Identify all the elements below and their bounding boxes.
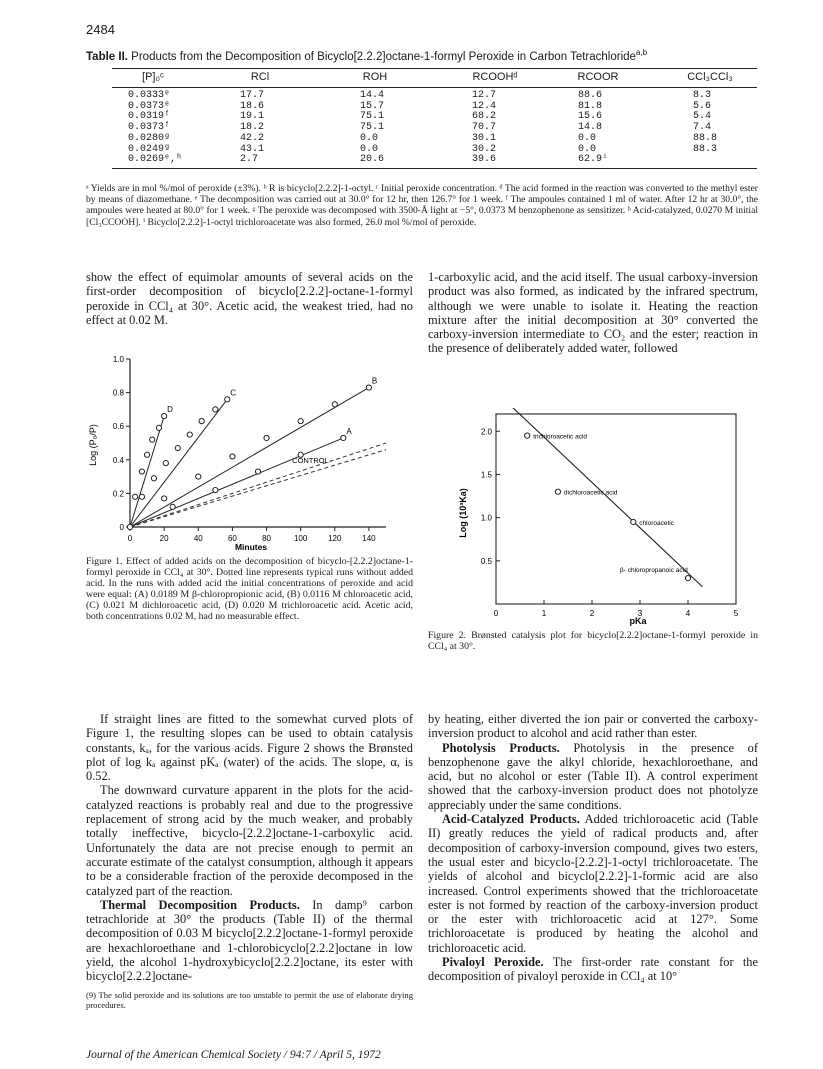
table-cell: 0.0249ᵍ <box>128 143 171 155</box>
text-top-right <box>428 270 758 356</box>
fig2-y-tick-label: 2.0 <box>480 427 492 437</box>
table-caption-text: Products from the Decomposition of Bicyclo[2.2.2]octane-1-formyl Peroxide in Carbon Tetrachloride <box>131 50 636 63</box>
table-col-rcooh <box>472 91 496 166</box>
table-cell: 14.4 <box>360 90 385 101</box>
fig1-point-b <box>264 435 269 440</box>
fig2-x-tick-label: 1 <box>541 609 547 618</box>
table-cell: 14.8 <box>578 122 603 134</box>
fig1-series-label: A <box>346 426 352 436</box>
fig2-ticks <box>481 427 739 618</box>
paragraph-heading: Photolysis Products. <box>442 740 560 755</box>
table-cell: 88.3 <box>693 143 718 155</box>
fig1-y-tick-label: 0.2 <box>112 489 124 499</box>
paragraph-heading: Thermal Decomposition Products. <box>100 897 300 912</box>
table-rule-mid <box>112 87 757 88</box>
table-header-rcooh: RCOOHᵈ <box>472 71 518 83</box>
fig2-point-label: dichloroacetic acid <box>563 489 618 497</box>
table-cell: 18.6 <box>240 100 265 112</box>
table-cell: 18.2 <box>240 122 265 134</box>
fig1-x-tick-label: 80 <box>262 534 271 543</box>
paragraph: 1-carboxylic acid, and the acid itself. The usual carboxy-inversion product was also formed, as indicated by the infrared spectrum, although we were unable to isolate it. Heating the reaction mixture after the initial decomposition at 30° converted the carboxy-inversion intermediate to CO₂ and the ester; reaction in the presence of deliberately added water, followed <box>428 270 758 356</box>
fig1-ylabel: Log (P₀/P) <box>88 424 98 466</box>
table-cell: 8.3 <box>693 90 712 101</box>
table-cell: 81.8 <box>578 100 603 112</box>
table-cell: 5.4 <box>693 111 712 123</box>
figure-2-plot <box>450 408 750 628</box>
table-cell: 30.1 <box>472 132 497 144</box>
fig1-point-b <box>366 385 371 390</box>
fig1-point-c <box>225 397 230 402</box>
table-label: Table II. <box>86 50 128 63</box>
fig1-y-tick-label: 1.0 <box>112 355 124 364</box>
table-cell: 0.0373ᵉ <box>128 100 171 112</box>
table-cell: 15.6 <box>578 111 603 123</box>
table-col-roh <box>360 91 384 166</box>
fig1-series-label: CONTROL <box>292 456 329 466</box>
fig1-y-tick-label: 0.6 <box>112 422 124 432</box>
fig1-series-line-a <box>130 438 343 527</box>
fig2-y-tick-label: 0.5 <box>480 556 492 566</box>
fig1-point-a <box>213 487 218 492</box>
fig1-series-control-line <box>130 443 386 527</box>
fig1-point-d <box>162 414 167 419</box>
fig2-point-label: chloroacetic <box>639 519 674 527</box>
paragraph: by heating, either diverted the ion pair or converted the carboxy-inversion product to alcohol and acid rather than ester. <box>428 712 758 741</box>
fig1-x-tick-label: 120 <box>328 534 342 543</box>
fig1-x-tick-label: 60 <box>227 534 237 543</box>
fig1-x-tick-label: 20 <box>159 534 169 543</box>
fig1-series-line-c <box>130 399 227 527</box>
fig1-point-b <box>332 402 337 407</box>
table-cell: 62.9ⁱ <box>578 154 609 166</box>
table-cell: 0.0 <box>578 132 597 144</box>
fig1-series-line-b <box>130 388 369 527</box>
fig1-x-tick-label: 100 <box>293 534 308 543</box>
fig1-point-d <box>139 469 144 474</box>
fig1-xlabel: Minutes <box>234 542 268 552</box>
fig1-series-label: C <box>230 388 237 398</box>
table-cell: 0.0280ᵍ <box>128 132 171 144</box>
fig1-y-tick-label: 0.8 <box>112 388 124 398</box>
fig1-point-c <box>139 494 144 499</box>
table-header-p0: [P]₀ᶜ <box>142 71 164 83</box>
table-header-roh: ROH <box>362 71 388 83</box>
fig2-x-tick-label: 4 <box>685 609 691 618</box>
fig1-point-c <box>199 419 204 424</box>
fig1-point-c <box>151 476 156 481</box>
fig1-ticks <box>113 355 376 543</box>
fig2-point-label: β- chloropropanoic acid <box>620 567 688 575</box>
paragraph-body: In damp⁹ carbon tetrachloride at 30° the products (Table II) of the thermal decomposition of 0.03 M bicyclo[2.2.2]octane-1-formyl peroxide are hexachloroethane and 1-chlorobicyclo[2.2.2]octane in low yield, the alcohol 1-hydroxybicyclo[2.2.2]octane, its ester with bicyclo[2.2.2]octane- <box>86 897 413 984</box>
table-cell: 88.6 <box>578 90 603 101</box>
fig1-point-d <box>144 452 149 457</box>
fig2-point <box>685 575 690 580</box>
table-cell: 42.2 <box>240 132 265 144</box>
paragraph <box>428 812 758 955</box>
table-cell: 0.0 <box>360 132 379 144</box>
table-cell: 39.6 <box>472 154 497 166</box>
table-header-ccl3: CCl₃CCl₃ <box>687 71 733 83</box>
table-cell: 75.1 <box>360 111 385 123</box>
fig2-point <box>525 433 530 438</box>
fig2-y-tick-label: 1.5 <box>480 470 492 480</box>
table-cell: 0.0269ᵉ,ʰ <box>128 154 183 166</box>
fig2-y-tick-label: 1.0 <box>480 513 492 523</box>
table-cell: 0.0319ᶠ <box>128 111 171 123</box>
table-caption <box>86 48 766 63</box>
fig1-x-tick-label: 40 <box>193 534 203 543</box>
fig1-y-tick-label: 0.4 <box>112 455 124 465</box>
fig2-series <box>510 408 702 587</box>
fig1-point-b <box>298 419 303 424</box>
fig1-x-tick-label: 0 <box>127 534 133 543</box>
table-cell: 75.1 <box>360 122 385 134</box>
fig1-point-c <box>163 461 168 466</box>
fig1-point-c <box>175 445 180 450</box>
table-cell <box>693 155 717 166</box>
fig1-x-tick-label: 140 <box>362 534 376 543</box>
paragraph: show the effect of equimolar amounts of several acids on the first-order decomposition of bicyclo[2.2.2]-octane-1-formyl peroxide in CCl₄ at 30°. Acetic acid, the weakest tried, had no effect at 0.02 M. <box>86 270 413 327</box>
fig1-series-label: D <box>167 405 173 415</box>
figure-2-caption: Figure 2. Brønsted catalysis plot for bicyclo[2.2.2]octane-1-formyl peroxide in CCl₄ at 30°. <box>428 630 758 652</box>
table-cell: 17.7 <box>240 90 265 101</box>
fig2-point <box>555 489 560 494</box>
fig2-xlabel: pKa <box>629 616 647 626</box>
fig1-point-b <box>196 474 201 479</box>
text-bottom-left <box>86 712 413 984</box>
paragraph: If straight lines are fitted to the somewhat curved plots of Figure 1, the resulting slopes can be used to obtain catalysis constants, kₐ, for the various acids. Figure 2 shows the Brønsted plot of log kₐ against pKₐ (water) of the acids. The slope, α, is 0.52. <box>86 712 413 784</box>
table-cell: 12.7 <box>472 90 497 101</box>
table-col-rcoor <box>578 91 608 166</box>
paragraph <box>428 955 758 984</box>
fig1-point-a <box>170 504 175 509</box>
figure-1-caption: Figure 1. Effect of added acids on the decomposition of bicyclo-[2.2.2]octane-1-formyl peroxide in CCl₄ at 30°. Dotted line represents typical runs without added acid. In the runs with added acid the initial concentrations of peroxide and acid were equal: (A) 0.0189 M β-chloropropionic acid, (B) 0.0116 M chloroacetic acid, (C) 0.021 M dichloroacetic acid, (D) 0.020 M trichloroacetic acid. Acetic acid, both concentrations 0.02 M, had no measurable effect. <box>86 556 413 622</box>
fig1-series-label: B <box>371 376 378 386</box>
table-col-ccl3 <box>693 91 717 166</box>
fig1-point-c <box>213 407 218 412</box>
fig1-point-c <box>187 432 192 437</box>
fig1-point-b <box>230 454 235 459</box>
table-cell: 88.8 <box>693 132 718 144</box>
table-cell: 30.2 <box>472 143 497 155</box>
figure-1-plot <box>86 345 416 555</box>
fig2-x-tick-label: 0 <box>493 609 499 618</box>
table-cell: 7.4 <box>693 122 712 134</box>
table-cell: 20.6 <box>360 154 385 166</box>
fig1-y-tick-label: 0 <box>119 523 124 532</box>
table-cell: 5.6 <box>693 100 712 112</box>
paragraph-body: The first-order rate constant for the decomposition of pivaloyl peroxide in CCl₄ at 10° <box>428 955 758 984</box>
table-cell: 0.0 <box>360 143 379 155</box>
fig1-point-d <box>156 425 161 430</box>
table-col-rcl <box>240 91 264 166</box>
fig1-point-b <box>162 496 167 501</box>
fig1-point-a <box>255 469 260 474</box>
fig2-point-label: trichloroacetic acid <box>533 433 588 441</box>
table-cell: 15.7 <box>360 100 385 112</box>
text-bottom-right <box>428 712 758 984</box>
fig1-series <box>127 377 386 530</box>
paragraph-body: Photolysis in the presence of benzophenone gave the alkyl chloride, hexachloroethane, and acid, but no alcohol or ester (Table II). A control experiment showed that the carboxy-inversion product does not photolyze appreciably under the same conditions. <box>428 740 758 812</box>
table-cell: 70.7 <box>472 122 497 134</box>
text-top-left <box>86 270 413 327</box>
paragraph: The downward curvature apparent in the plots for the acid-catalyzed reactions is probably real and due to the progressive replacement of strong acid by the much weaker, and probably totally ineffective, bicyclo-[2.2.2]octane-1-carboxylic acid. Unfortunately the data are not precise enough to permit an accurate estimate of the catalyst consumption, although it appears to be a considerable fraction of the peroxide decomposed in the catalyzed part of the reaction. <box>86 783 413 898</box>
journal-footer: Journal of the American Chemical Society / 94:7 / April 5, 1972 <box>86 1049 381 1061</box>
table-header-rcl: RCl <box>250 71 270 83</box>
table-cell: 19.1 <box>240 111 265 123</box>
paragraph-heading: Acid-Catalyzed Products. <box>442 812 580 827</box>
table-header-rcoor: RCOOR <box>577 71 619 83</box>
table-cell: 43.1 <box>240 143 265 155</box>
fig2-ylabel: Log (10³Ka) <box>458 488 468 538</box>
table-cell: 2.7 <box>240 154 259 166</box>
table-cell: 12.4 <box>472 100 497 112</box>
paragraph-body: Added trichloroacetic acid (Table II) greatly reduces the yield of radical products and, after decomposition of carboxy-inversion compound, gives two esters, the usual ester and bicyclo-[2.2.2]-1-octyl trichloroacetate. The yields of alcohol and bicyclo[2.2.2]-1-formic acid are also increased. Control experiments showed that the trichloroacetate ester is not formed by reaction of the carboxy-inversion product or the ester with trichloroacetic acid at 127°. Some trichloroacetate is produced by heating the alcohol and trichloroacetic acid. <box>428 812 758 955</box>
fig2-frame <box>496 414 736 604</box>
fig1-point-d <box>133 494 138 499</box>
fig1-series-control-line <box>130 450 386 527</box>
table-rule-bottom <box>112 168 757 169</box>
table-col-p0 <box>128 91 182 166</box>
table-footnotes: ᵃ Yields are in mol %/mol of peroxide (±3%). ᵇ R is bicyclo[2.2.2]-1-octyl. ᶜ Initial peroxide concentration. ᵈ The acid formed in the reaction was converted to the methyl ester by means of diazomethane. ᵉ The decomposition was carried out at 30.0° for 12 hr, then 126.7° for 1 week. ᶠ The ampoules contained 1 ml of water. After 12 hr at 30.0°, the ampoules were heated at 80.0° for 1 week. ᵍ The peroxide was decomposed with 3500-Å light at −5°, 0.0373 M benzophenone as sensitizer. ʰ Acid-catalyzed, 0.0270 M initial [Cl₃CCOOH]. ⁱ Bicyclo[2.2.2]-1-octyl trichloroacetate was also formed, 26.0 mol %/mol of peroxide. <box>86 183 758 228</box>
footnote: (9) The solid peroxide and its solutions are too unstable to permit the use of elaborate drying procedures. <box>86 990 413 1010</box>
page-number: 2484 <box>86 22 115 37</box>
table-cell: 0.0 <box>578 143 597 155</box>
table-cell: 0.0373ᶠ <box>128 122 171 134</box>
fig2-x-tick-label: 2 <box>589 609 595 618</box>
fig2-point <box>631 519 636 524</box>
paragraph <box>86 898 413 984</box>
fig2-x-tick-label: 3 <box>637 609 643 618</box>
table-cell: 0.0333ᵉ <box>128 90 171 101</box>
table-rule-top <box>112 68 757 69</box>
fig2-x-tick-label: 5 <box>733 609 739 618</box>
paragraph-heading: Pivaloyl Peroxide. <box>442 955 544 970</box>
fig1-point-a <box>341 435 346 440</box>
table-cell: 68.2 <box>472 111 497 123</box>
paragraph <box>428 741 758 812</box>
table-caption-marks: a,b <box>635 48 648 57</box>
fig1-point-d <box>150 437 155 442</box>
fig1-origin-point <box>127 524 132 529</box>
